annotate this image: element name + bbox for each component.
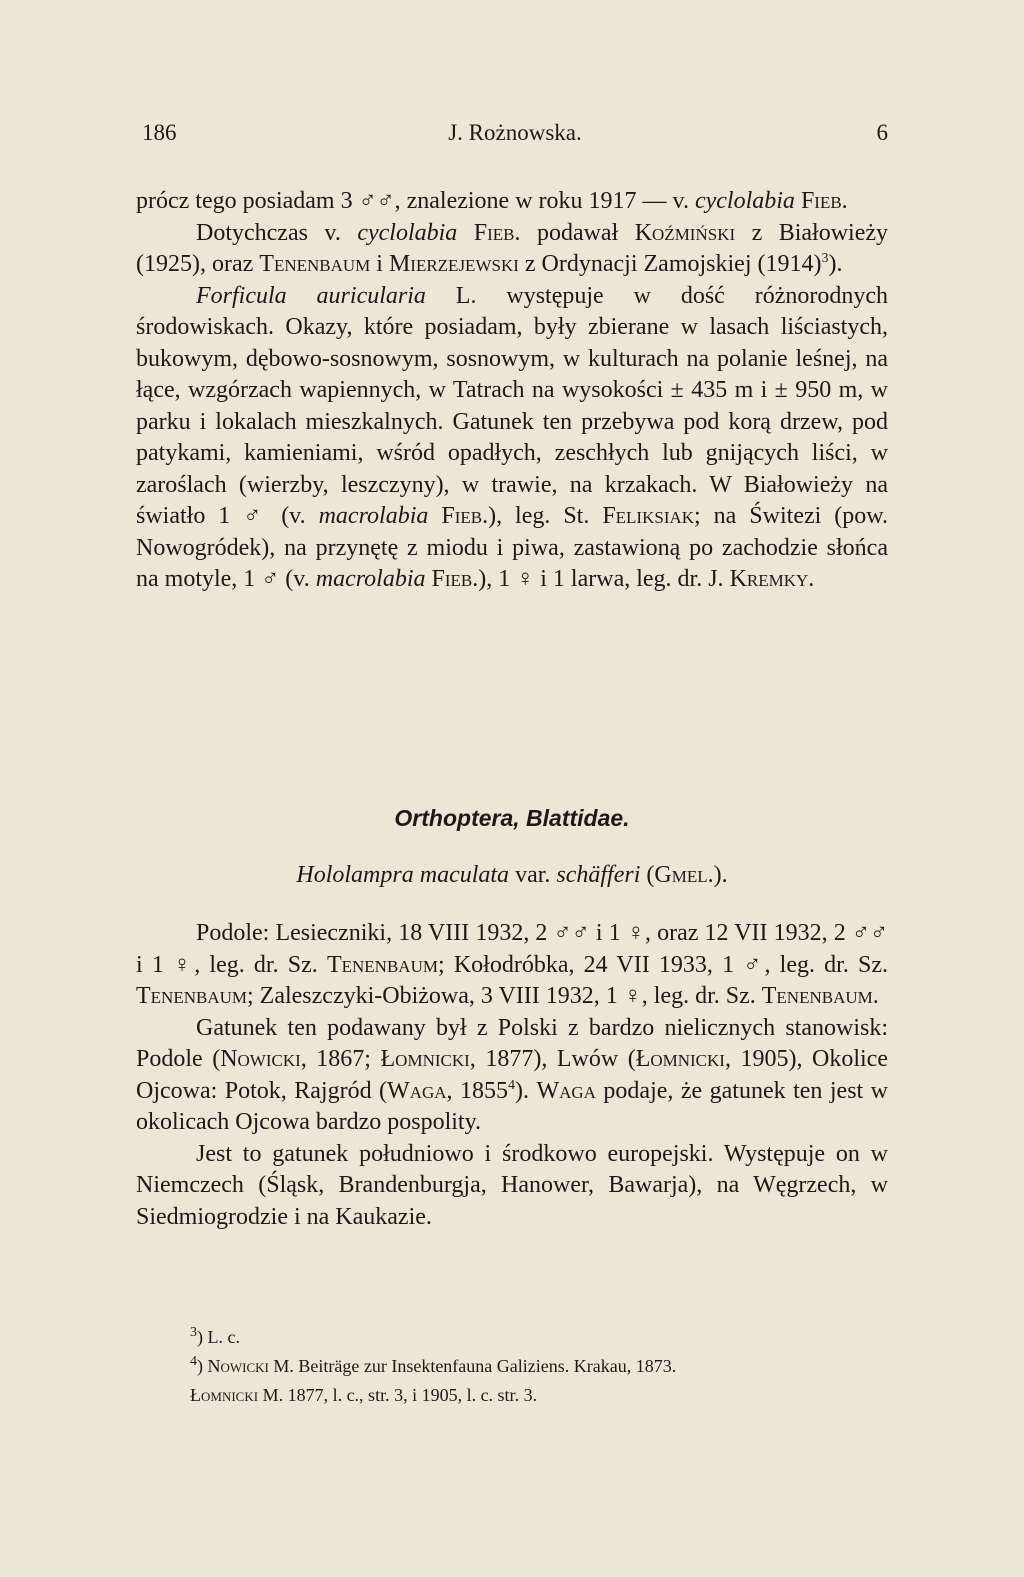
- footnote-ref-4: 4: [508, 1077, 515, 1093]
- footnote-4: $^4$) Nowicki M. Beiträge zur Insektenfauna Galiziens. Krakau, 1873.: [190, 1354, 677, 1376]
- footnote-4-continued: Łomnicki M. 1877, l. c., str. 3, i 1905, l. c. str. 3.: [190, 1385, 538, 1405]
- paragraph-forficula: Forficula auricularia L. występuje w dość różnorodnych środowiskach. Okazy, które posiadam, były zbierane w lasach liściastych, bukowym, dębowo-sosnowym, sosnowym, w kulturach na polanie leśnej, na łące, wzgórzach wapiennych, w Tatrach na wysokości ± 435 m i ± 950 m, w parku i lokalach mieszkalnych. Gatunek ten przebywa pod korą drzew, pod patykami, kamieniami, wśród opadłych, zeschłych lub gnijących liści, w zaroślach (wierzby, leszczyny), w trawie, na krzakach. W Białowieży na światło 1 ♂ (v. macrolabia Fieb.), leg. St. Feliksiak; na Świtezi (pow. Nowogródek), na przynętę z miodu i piwa, zastawioną po zachodzie słońca na motyle, 1 ♂ (v. macrolabia Fieb.), 1 ♀ i 1 larwa, leg. dr. J. Kremky.: [136, 282, 889, 592]
- paragraph-distribution: Jest to gatunek południowo i środkowo europejski. Występuje on w Niemczech (Śląsk, Brandenburgja, Hanower, Bawarja), na Węgrzech, w Siedmiogrodzie i na Kaukazie.: [136, 1140, 888, 1230]
- paragraph-cyclolabia-records: Dotychczas v. cyclolabia Fieb. podawał Koźmiński z Białowieży (1925), oraz Tenenbaum i Mierzejewski z Ordynacji Zamojskiej $(1914)^3$).: [136, 219, 889, 277]
- species-heading: Hololampra maculata var. schäfferi (Gmel.).: [296, 862, 728, 888]
- footnote-3: $^3$) L. c.: [190, 1325, 240, 1347]
- paragraph-polish-localities: Gatunek ten podawany był z Polski z bardzo nielicznych stanowisk: Podole (Nowicki, 1867; Łomnicki, 1877), Lwów (Łomnicki, 1905), Okolice Ojcowa: Potok, Rajgród (Waga, 1855$^4$). Waga podaje, że gatunek ten jest w okolicach Ojcowa bardzo pospolity.: [136, 1014, 888, 1135]
- paragraph-podole-records: Podole: Lesieczniki, 18 VIII 1932, 2 ♂♂ i 1 ♀, oraz 12 VII 1932, 2 ♂♂ i 1 ♀, leg. dr. Sz. Tenenbaum; Kołodróbka, 24 VII 1933, 1 ♂, leg. dr. Sz. Tenenbaum; Zaleszczyki-Obiżowa, 3 VIII 1932, 1 ♀, leg. dr. Sz. Tenenbaum.: [136, 920, 889, 1009]
- running-head: J. Rożnowska.: [448, 120, 582, 145]
- text-block-forficula: [136, 186, 888, 596]
- section-title: Orthoptera, Blattidae.: [394, 805, 630, 831]
- footnote-ref-3: 3: [821, 251, 829, 266]
- page-number-right: 6: [876, 120, 888, 145]
- footnotes: [190, 1323, 890, 1410]
- page-number-left: 186: [142, 120, 177, 145]
- text-block-hololampra: [136, 918, 888, 1233]
- paragraph-cyclolabia-count: prócz tego posiadam 3 ♂♂, znalezione w roku 1917 — v. cyclolabia Fieb.: [136, 188, 848, 214]
- page-header: [142, 120, 888, 156]
